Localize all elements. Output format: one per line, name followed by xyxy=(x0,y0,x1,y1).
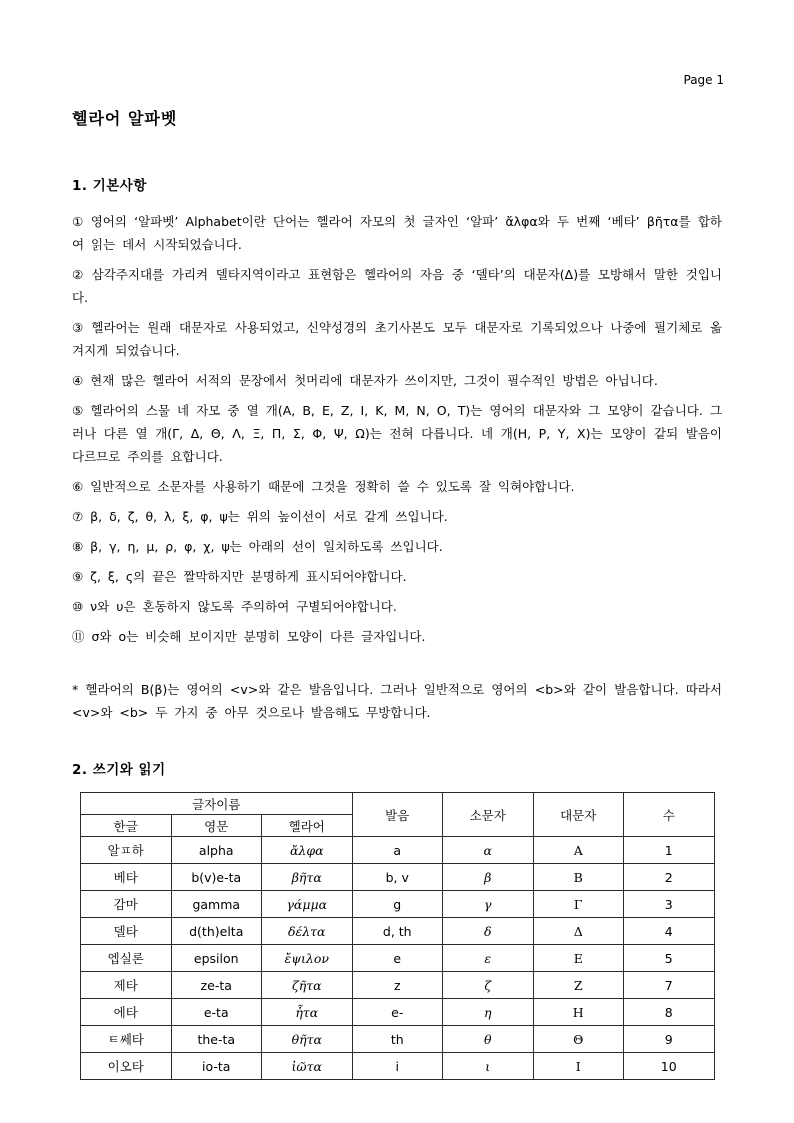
alphabet-table-header xyxy=(81,793,715,837)
header-row-group xyxy=(81,793,715,815)
cell-uppercase: Ε xyxy=(533,945,624,972)
cell-lowercase: η xyxy=(443,999,534,1026)
basic-item-7: ⑦ β, δ, ζ, θ, λ, ξ, φ, ψ는 위의 높이선이 서로 같게 쓰입니다. xyxy=(72,509,448,524)
cell-hangul: 알ㅍ하 xyxy=(81,837,172,864)
cell-english: gamma xyxy=(171,891,262,918)
table-row-epsilon xyxy=(81,945,715,972)
basic-item-3: ③ 헬라어는 원래 대문자로 사용되었고, 신약성경의 초기사본도 모두 대문자로 기록되었으나 나중에 필기체로 옮겨지게 되었습니다. xyxy=(72,320,722,358)
cell-greek: ζῆτα xyxy=(262,972,353,999)
cell-greek: ἄλφα xyxy=(262,837,353,864)
cell-hangul: 감마 xyxy=(81,891,172,918)
cell-uppercase: Δ xyxy=(533,918,624,945)
table-row-theta xyxy=(81,1026,715,1053)
cell-pronunciation: b, v xyxy=(352,864,443,891)
header-letter-name: 글자이름 xyxy=(81,793,353,815)
cell-english: d(th)elta xyxy=(171,918,262,945)
header-lowercase: 소문자 xyxy=(443,793,534,837)
cell-english: e-ta xyxy=(171,999,262,1026)
basic-item-5: ⑤ 헬라어의 스물 네 자모 중 열 개(Α, Β, Ε, Ζ, Ι, Κ, Μ, Ν, Ο, Τ)는 영어의 대문자와 그 모양이 같습니다. 그러나 다른 열 개(Γ, Δ, Θ, Λ, Ξ, Π, Σ, Φ, Ψ, Ω)는 전혀 다릅니다. 네 개(Η, Ρ, Υ, Χ)는 모양이 같되 발음이 다르므로 주의를 요합니다. xyxy=(72,403,722,464)
table-row-delta xyxy=(81,918,715,945)
cell-pronunciation: g xyxy=(352,891,443,918)
table-row-alpha xyxy=(81,837,715,864)
cell-hangul: 이오타 xyxy=(81,1053,172,1080)
header-number: 수 xyxy=(624,793,715,837)
cell-number: 5 xyxy=(624,945,715,972)
header-pronunciation: 발음 xyxy=(352,793,443,837)
table-row-eta xyxy=(81,999,715,1026)
cell-uppercase: Γ xyxy=(533,891,624,918)
basic-item-10: ⑩ ν와 υ은 혼동하지 않도록 주의하여 구별되어야합니다. xyxy=(72,599,397,614)
cell-number: 4 xyxy=(624,918,715,945)
document-content xyxy=(72,0,722,1080)
cell-english: io-ta xyxy=(171,1053,262,1080)
cell-lowercase: γ xyxy=(443,891,534,918)
header-uppercase: 대문자 xyxy=(533,793,624,837)
basic-item-8: ⑧ β, γ, η, μ, ρ, φ, χ, ψ는 아래의 선이 일치하도록 쓰입니다. xyxy=(72,539,443,554)
cell-hangul: 엡실론 xyxy=(81,945,172,972)
cell-greek: ἔψιλον xyxy=(262,945,353,972)
cell-pronunciation: e xyxy=(352,945,443,972)
basic-item-9: ⑨ ζ, ξ, ς의 끝은 짤막하지만 분명하게 표시되어야합니다. xyxy=(72,569,407,584)
basic-item-6: ⑥ 일반적으로 소문자를 사용하기 때문에 그것을 정확히 쓸 수 있도록 잘 익혀야합니다. xyxy=(72,479,575,494)
cell-greek: ἦτα xyxy=(262,999,353,1026)
cell-greek: θῆτα xyxy=(262,1026,353,1053)
basic-item-1: ① 영어의 ‘알파벳’ Alphabet이란 단어는 헬라어 자모의 첫 글자인 ‘알파’ ἄλφα와 두 번째 ‘베타’ βῆτα를 합하여 읽는 데서 시작되었습니다. xyxy=(72,214,722,252)
basic-item-2: ② 삼각주지대를 가리켜 델타지역이라고 표현함은 헬라어의 자음 중 ‘델타’의 대문자(Δ)를 모방해서 말한 것입니다. xyxy=(72,267,722,305)
cell-english: the-ta xyxy=(171,1026,262,1053)
cell-greek: δέλτα xyxy=(262,918,353,945)
cell-hangul: ㅌ쎄타 xyxy=(81,1026,172,1053)
cell-number: 9 xyxy=(624,1026,715,1053)
cell-lowercase: β xyxy=(443,864,534,891)
table-row-beta xyxy=(81,864,715,891)
section-heading-basics: 1. 기본사항 xyxy=(72,178,147,194)
section-heading-writing: 2. 쓰기와 읽기 xyxy=(72,762,166,778)
cell-pronunciation: i xyxy=(352,1053,443,1080)
cell-pronunciation: z xyxy=(352,972,443,999)
page-number: Page 1 xyxy=(683,73,724,87)
cell-greek: γάμμα xyxy=(262,891,353,918)
cell-english: alpha xyxy=(171,837,262,864)
basic-item-11: ⑪ σ와 ο는 비슷해 보이지만 분명히 모양이 다른 글자입니다. xyxy=(72,629,426,644)
cell-english: b(v)e-ta xyxy=(171,864,262,891)
cell-hangul: 델타 xyxy=(81,918,172,945)
cell-uppercase: Β xyxy=(533,864,624,891)
header-greek: 헬라어 xyxy=(262,815,353,837)
cell-lowercase: ε xyxy=(443,945,534,972)
cell-number: 1 xyxy=(624,837,715,864)
cell-number: 10 xyxy=(624,1053,715,1080)
pronunciation-note: * 헬라어의 Β(β)는 영어의 <v>와 같은 발음입니다. 그러나 일반적으로 영어의 <b>와 같이 발음합니다. 따라서 <v>와 <b> 두 가지 중 아무 것으로나 발음해도 무방합니다. xyxy=(72,682,722,720)
cell-number: 3 xyxy=(624,891,715,918)
cell-uppercase: Θ xyxy=(533,1026,624,1053)
cell-lowercase: ι xyxy=(443,1053,534,1080)
cell-uppercase: Ζ xyxy=(533,972,624,999)
cell-hangul: 에타 xyxy=(81,999,172,1026)
document-title: 헬라어 알파벳 xyxy=(72,109,178,128)
cell-lowercase: θ xyxy=(443,1026,534,1053)
header-english: 영문 xyxy=(171,815,262,837)
cell-pronunciation: a xyxy=(352,837,443,864)
cell-lowercase: δ xyxy=(443,918,534,945)
cell-lowercase: ζ xyxy=(443,972,534,999)
table-row-gamma xyxy=(81,891,715,918)
alphabet-table xyxy=(80,792,715,1080)
cell-greek: βῆτα xyxy=(262,864,353,891)
cell-uppercase: Η xyxy=(533,999,624,1026)
cell-hangul: 제타 xyxy=(81,972,172,999)
cell-number: 8 xyxy=(624,999,715,1026)
cell-greek: ἰῶτα xyxy=(262,1053,353,1080)
table-row-iota xyxy=(81,1053,715,1080)
cell-uppercase: Α xyxy=(533,837,624,864)
cell-pronunciation: e- xyxy=(352,999,443,1026)
alphabet-table-body xyxy=(81,837,715,1080)
basic-item-4: ④ 현재 많은 헬라어 서적의 문장에서 첫머리에 대문자가 쓰이지만, 그것이 필수적인 방법은 아닙니다. xyxy=(72,373,658,388)
cell-number: 2 xyxy=(624,864,715,891)
cell-number: 7 xyxy=(624,972,715,999)
cell-pronunciation: th xyxy=(352,1026,443,1053)
cell-hangul: 베타 xyxy=(81,864,172,891)
table-row-zeta xyxy=(81,972,715,999)
cell-english: epsilon xyxy=(171,945,262,972)
cell-english: ze-ta xyxy=(171,972,262,999)
cell-uppercase: Ι xyxy=(533,1053,624,1080)
cell-pronunciation: d, th xyxy=(352,918,443,945)
cell-lowercase: α xyxy=(443,837,534,864)
header-hangul: 한글 xyxy=(81,815,172,837)
